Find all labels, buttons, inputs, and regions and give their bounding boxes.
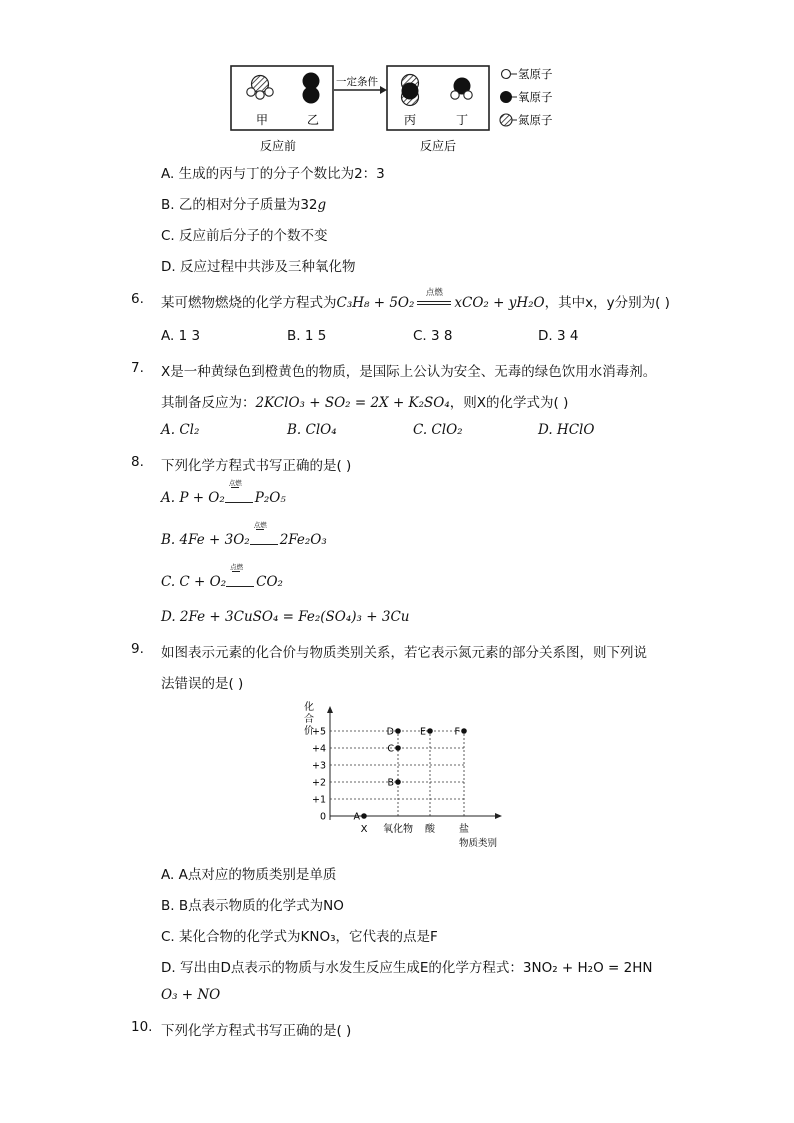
q8-c-right: CO₂ (256, 574, 283, 590)
x-tick-label: 盐 (459, 824, 469, 835)
q7-option-c: C. ClO₂ (413, 422, 463, 438)
q5-option-b (161, 193, 326, 213)
q6-eq-right: xCO₂ + yH₂O (454, 295, 545, 311)
point-e (427, 728, 433, 734)
point-label-d: D (386, 726, 394, 738)
q7-line2-pre: 其制备反应为： (161, 395, 256, 411)
q10-number: 10. (131, 1019, 153, 1035)
q7-number: 7. (131, 360, 144, 376)
point-f (461, 728, 467, 734)
q6-eq-cond: 点燃 (425, 288, 443, 298)
valence-chart (290, 696, 510, 856)
point-label-f: F (454, 726, 460, 738)
q9-number: 9. (131, 641, 144, 657)
q5-option-c: C. 反应前后分子的个数不变 (161, 228, 328, 244)
x-axis-arrow (495, 813, 502, 819)
q6-number: 6. (131, 291, 144, 307)
box-left-label-2: 乙 (307, 113, 320, 127)
arrow-label: 一定条件 (336, 76, 378, 88)
q7-option-d: D. HClO (538, 422, 595, 438)
point-b (395, 779, 401, 785)
q8-a-sign (225, 479, 255, 506)
q8-option-d: D. 2Fe + 3CuSO₄ = Fe₂(SO₄)₃ + 3Cu (161, 609, 410, 625)
q7-option-b: B. ClO₄ (287, 422, 337, 438)
q8-b-left: B. 4Fe + 3O₂ (161, 532, 250, 548)
y-tick-label: +1 (311, 794, 326, 806)
q8-option-a (161, 479, 286, 506)
q7-line2-post: ，则X的化学式为( ) (449, 395, 569, 411)
x-axis-label: 物质类别 (458, 838, 498, 849)
point-label-e: E (419, 726, 426, 738)
q8-b-right: 2Fe₂O₃ (279, 532, 327, 548)
q9-option-a: A. A点对应的物质类别是单质 (161, 867, 337, 883)
box-left-label-1: 甲 (256, 113, 269, 127)
q6-option-a: A. 1 3 (161, 328, 201, 344)
x-tick-label: 氧化物 (383, 824, 413, 835)
q8-option-c (161, 563, 283, 590)
q8-a-cond: 点燃 (228, 479, 242, 487)
q6-text-pre: 某可燃物燃烧的化学方程式为 (161, 295, 337, 311)
q8-b-cond: 点燃 (253, 521, 267, 529)
y-tick-label: +5 (311, 726, 326, 738)
q6-eq-left: C₃H₈ + 5O₂ (336, 295, 415, 311)
q5-option-a: A. 生成的丙与丁的分子个数比为2：3 (161, 166, 385, 182)
q7-equation: 2KClO₃ + SO₂ = 2X + K₂SO₄ (255, 395, 450, 411)
q6-text-post: ，其中x，y分别为( ) (544, 295, 670, 311)
q6-eq-sign (414, 288, 454, 311)
q9-option-d-line1: D. 写出由D点表示的物质与水发生反应生成E的化学方程式：3NO₂ + H₂O = 2HN (161, 960, 653, 976)
q6-stem (161, 288, 670, 311)
y-tick-label: +4 (311, 743, 326, 755)
q8-a-left: A. P + O₂ (161, 490, 225, 506)
q6-option-d: D. 3 4 (538, 328, 579, 344)
box-right-label-1: 丙 (404, 113, 417, 127)
point-label-b: B (387, 777, 394, 789)
q8-a-right: P₂O₅ (254, 490, 286, 506)
box-right-label-2: 丁 (456, 113, 469, 127)
q5-option-b-text: B. 乙的相对分子质量为32 (161, 197, 318, 213)
q8-c-cond: 点燃 (230, 563, 244, 571)
q6-option-c: C. 3 8 (413, 328, 453, 344)
y-axis-arrow (327, 706, 333, 713)
y-axis-label-char: 合 (304, 714, 314, 725)
y-tick-label: +3 (311, 760, 326, 772)
q9-option-b: B. B点表示物质的化学式为NO (161, 898, 344, 914)
q7-line2 (161, 391, 568, 411)
x-tick-label: X (360, 824, 368, 835)
q8-option-b (161, 521, 327, 548)
q7-line1: X是一种黄绿色到橙黄色的物质，是国际上公认为安全、无毒的绿色饮用水消毒剂。 (161, 364, 657, 380)
q9-line2: 法错误的是( ) (161, 676, 244, 692)
legend-hydrogen: 氢原子 (518, 67, 553, 81)
reaction-diagram (228, 62, 588, 158)
y-tick-label: +2 (311, 777, 326, 789)
q8-b-sign (250, 521, 280, 548)
q8-c-left: C. C + O₂ (161, 574, 227, 590)
q5-option-d: D. 反应过程中共涉及三种氧化物 (161, 259, 356, 275)
point-label-a: A (353, 811, 360, 823)
q5-option-b-unit: g (317, 197, 327, 213)
q8-c-sign (226, 563, 256, 590)
caption-before: 反应前 (260, 139, 297, 153)
point-a (361, 813, 367, 819)
y-axis-label-char: 价 (304, 726, 314, 737)
q6-option-b: B. 1 5 (287, 328, 327, 344)
caption-after: 反应后 (420, 139, 457, 153)
q9-option-d-line2: O₃ + NO (161, 987, 221, 1003)
point-d (395, 728, 401, 734)
q9-line1: 如图表示元素的化合价与物质类别关系，若它表示氮元素的部分关系图，则下列说 (161, 645, 647, 661)
q8-number: 8. (131, 454, 144, 470)
point-c (395, 745, 401, 751)
legend-nitrogen: 氮原子 (518, 113, 553, 127)
legend-oxygen: 氧原子 (518, 90, 553, 104)
q9-option-c: C. 某化合物的化学式为KNO₃，它代表的点是F (161, 929, 438, 945)
point-label-c: C (387, 743, 394, 755)
y-tick-label: 0 (319, 811, 326, 823)
q8-stem: 下列化学方程式书写正确的是( ) (161, 458, 352, 474)
y-axis-label-char: 化 (304, 702, 314, 713)
x-tick-label: 酸 (425, 824, 435, 835)
q10-stem: 下列化学方程式书写正确的是( ) (161, 1023, 352, 1039)
q7-option-a: A. Cl₂ (161, 422, 200, 438)
